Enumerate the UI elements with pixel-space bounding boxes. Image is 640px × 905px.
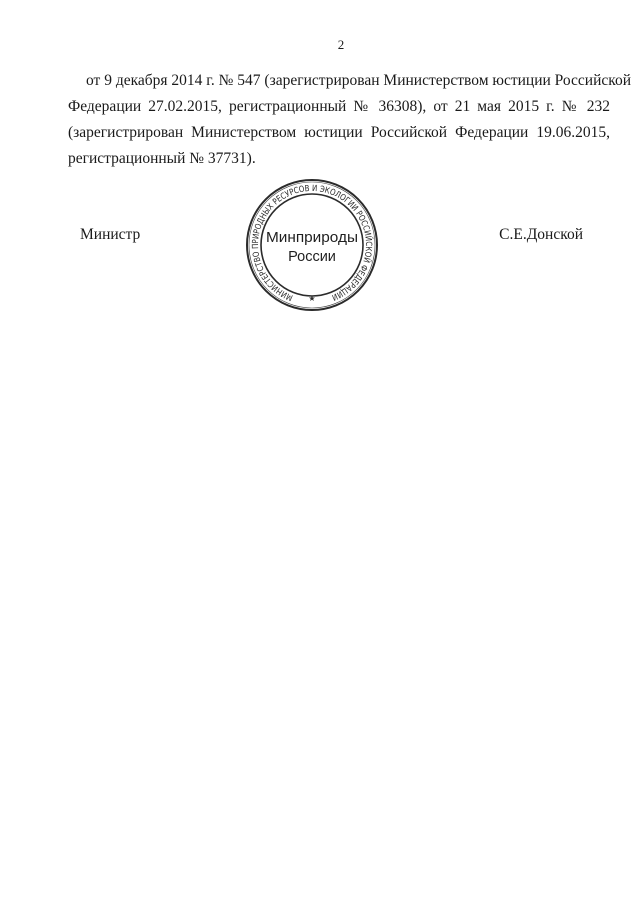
paragraph-line: Федерации 27.02.2015, регистрационный № 36308), от 21 мая 2015 г. № 232 [68, 98, 610, 115]
page-number: 2 [337, 37, 345, 52]
official-seal [242, 175, 382, 315]
paragraph-line: (зарегистрирован Министерством юстиции Российской Федерации 19.06.2015, [68, 124, 610, 141]
paragraph-line: регистрационный № 37731). [68, 150, 256, 167]
seal-center-line1: Минприроды [266, 230, 358, 246]
seal-ring-textpath: МИНИСТЕРСТВО ПРИРОДНЫХ РЕСУРСОВ И ЭКОЛОГИИ РОССИЙСКОЙ ФЕДЕРАЦИИ [250, 183, 374, 303]
signatory-name: С.Е.Донской [499, 226, 583, 243]
seal-star-icon: ★ [308, 294, 316, 303]
signatory-title: Министр [80, 226, 141, 243]
body-paragraph [68, 68, 632, 172]
paragraph-line: от 9 декабря 2014 г. № 547 (зарегистрирован Министерством юстиции Российской [86, 72, 632, 89]
seal-center-line2: России [288, 249, 336, 265]
